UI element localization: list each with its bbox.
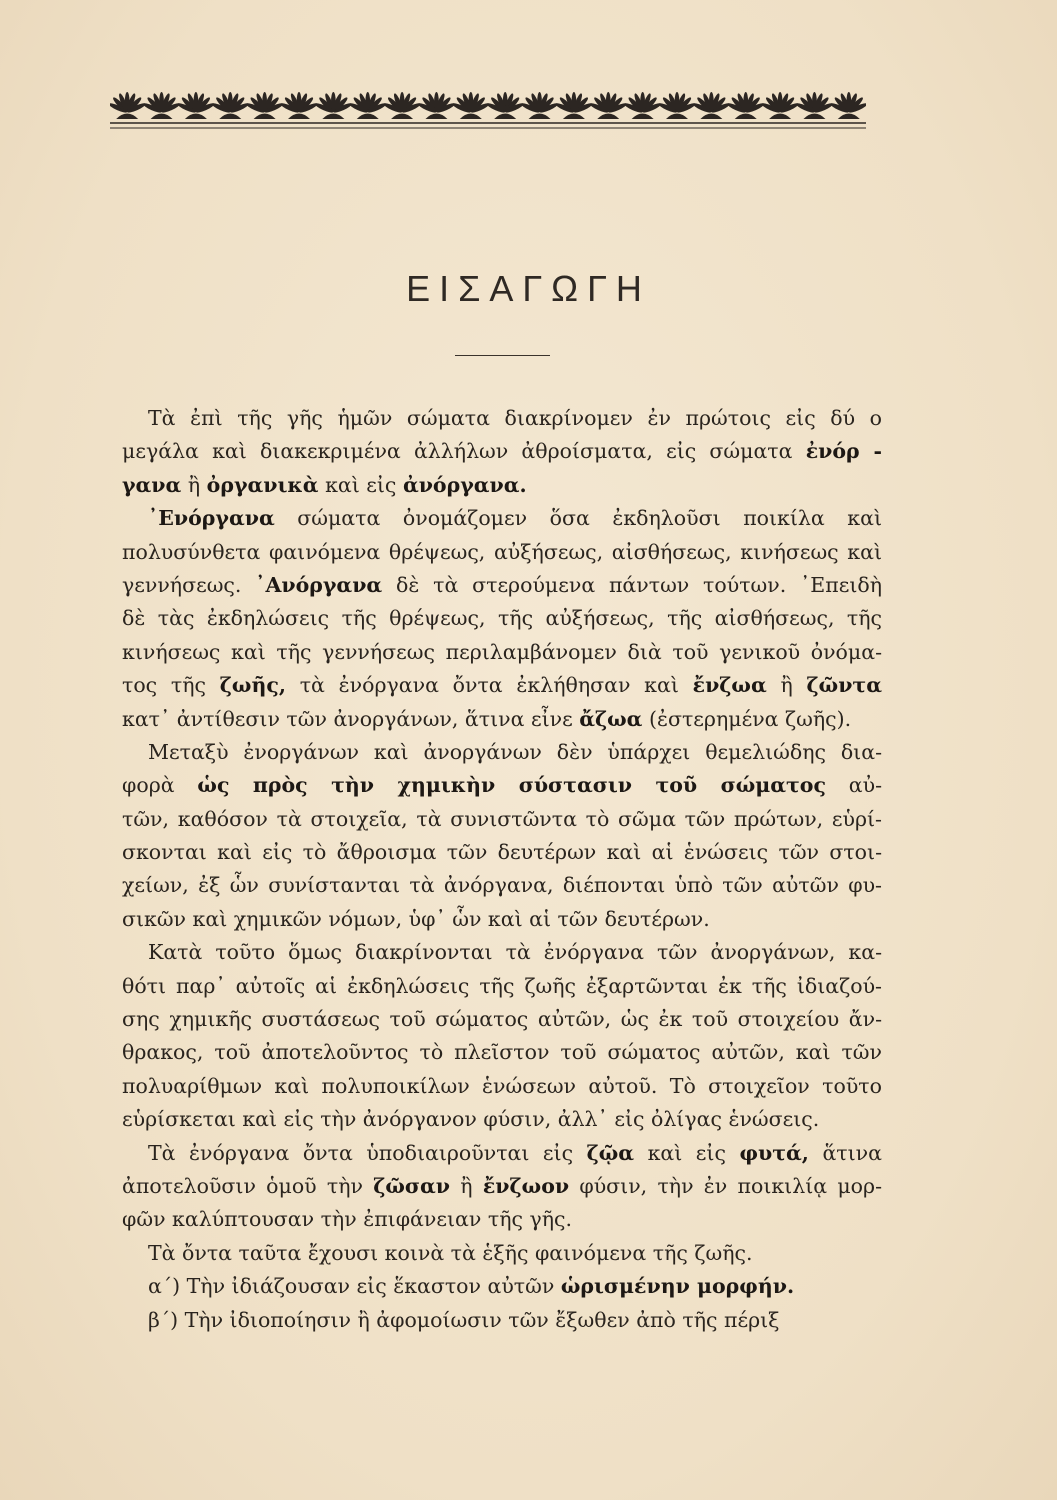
text-run: αὐ- <box>825 773 883 798</box>
palmette-icon <box>142 92 180 119</box>
text-run: κινήσεως καὶ τῆς γεννήσεως περιλαμβάνομεν διὰ τοῦ γενικοῦ ὀνόμα- <box>122 639 882 664</box>
text-line <box>122 970 882 1003</box>
text-line <box>122 1237 882 1270</box>
text-run: (ἐστερημένα ζωῆς). <box>642 706 852 731</box>
bold-term: ζῶσαν <box>373 1173 451 1198</box>
text-line <box>122 569 882 602</box>
text-run: κατ᾿ ἀντίθεσιν τῶν ἀνοργάνων, ἅτινα εἶνε <box>122 706 580 731</box>
title-divider <box>455 355 550 356</box>
palmette-icon <box>245 92 283 119</box>
palmette-icon <box>761 92 799 119</box>
text-run: ἅτινα <box>808 1140 882 1165</box>
text-run: φορὰ <box>122 773 198 798</box>
palmette-icon <box>383 92 421 119</box>
text-line <box>122 803 882 836</box>
text-line <box>122 435 882 468</box>
text-line <box>122 636 882 669</box>
text-line <box>122 736 882 769</box>
text-run: Τὰ ἐνόργανα ὄντα ὑποδιαιροῦνται εἰς <box>148 1140 587 1165</box>
text-run: φῶν καλύπτουσαν τὴν ἐπιφάνειαν τῆς γῆς. <box>122 1207 572 1232</box>
paragraph <box>122 1304 882 1337</box>
text-line <box>122 1270 882 1303</box>
text-run: καὶ εἰς <box>318 472 403 497</box>
paragraph <box>122 502 882 736</box>
palmette-icon <box>623 92 661 119</box>
text-run: ἢ <box>181 472 207 497</box>
paragraph <box>122 736 882 936</box>
palmette-row <box>110 92 866 119</box>
text-line <box>122 1103 882 1136</box>
bold-term: ἄζωα <box>579 706 643 731</box>
text-line <box>122 1170 882 1203</box>
text-run: Τὰ ὄντα ταῦτα ἔχουσι κοινὰ τὰ ἑξῆς φαινόμενα τῆς ζωῆς. <box>148 1240 753 1265</box>
text-line <box>122 502 882 535</box>
text-run: πολυαρίθμων καὶ πολυποικίλων ἑνώσεων αὐτοῦ. Τὸ στοιχεῖον τοῦτο <box>122 1073 882 1098</box>
bold-term: ζῶντα <box>806 673 882 698</box>
text-line <box>122 1070 882 1103</box>
text-line <box>122 602 882 635</box>
text-line <box>122 903 882 936</box>
text-run: Τὰ ἐπὶ τῆς γῆς ἡμῶν σώματα διακρίνομεν ἐν πρώτοις εἰς δύ ο <box>148 406 882 430</box>
text-run: ἢ <box>766 673 807 698</box>
text-run: Κατὰ τοῦτο ὅμως διακρίνονται τὰ ἐνόργανα τῶν ἀνοργάνων, κα- <box>148 940 882 965</box>
palmette-icon <box>110 92 146 119</box>
text-run: σικῶν καὶ χημικῶν νόμων, ὑφ᾿ ὧν καὶ αἱ τῶν δευτέρων. <box>122 906 710 931</box>
text-line <box>122 936 882 969</box>
bold-term: ὀργανικὰ <box>206 472 319 497</box>
text-run: εὑρίσκεται καὶ εἰς τὴν ἀνόργανον φύσιν, ἀλλ᾿ εἰς ὀλίγας ἑνώσεις. <box>122 1107 820 1132</box>
bold-term: φυτά, <box>739 1140 809 1165</box>
text-run: καὶ εἰς <box>634 1140 740 1165</box>
text-line <box>122 1304 882 1337</box>
text-run: γεννήσεως. <box>122 572 256 597</box>
text-line <box>122 536 882 569</box>
text-line <box>122 769 882 802</box>
bold-term: ζωῆς, <box>219 673 286 698</box>
text-run: θρακος, τοῦ ἀποτελοῦντος τὸ πλεῖστον τοῦ σώματος αὐτῶν, καὶ τῶν <box>122 1040 882 1065</box>
text-line <box>122 1137 882 1170</box>
text-line <box>122 1036 882 1069</box>
text-run: α΄) Τὴν ἰδιάζουσαν εἰς ἕκαστον αὐτῶν <box>148 1274 561 1299</box>
palmette-icon <box>314 92 352 119</box>
bold-term: ᾿Ανόργανα <box>255 572 383 597</box>
palmette-icon <box>692 92 730 119</box>
text-run: μεγάλα καὶ διακεκριμένα ἀλλήλων ἀθροίσματα, εἰς σώματα <box>122 439 806 464</box>
paragraph <box>122 1237 882 1270</box>
text-run: β΄) Τὴν ἰδιοποίησιν ἢ ἀφομοίωσιν τῶν ἔξωθεν ἀπὸ τῆς πέριξ <box>148 1307 780 1332</box>
text-run: φύσιν, τὴν ἐν ποικιλίᾳ μορ- <box>569 1173 882 1198</box>
text-run: δὲ τὰ στερούμενα πάντων τούτων. ᾿Επειδὴ <box>382 572 882 597</box>
text-run: τος τῆς <box>122 673 220 698</box>
palmette-icon <box>417 92 455 119</box>
text-run: ἢ <box>450 1173 483 1198</box>
bold-term: γανα <box>122 472 182 497</box>
page-title: ΕΙΣΑΓΩΓΗ <box>406 268 651 309</box>
text-line <box>122 836 882 869</box>
palmette-icon <box>280 92 318 119</box>
bold-term: ὡς πρὸς τὴν χημικὴν σύστασιν τοῦ σώματος <box>197 773 826 798</box>
palmette-icon <box>658 92 696 119</box>
paragraph <box>122 1137 882 1237</box>
palmette-icon <box>726 92 764 119</box>
paragraph <box>122 402 882 502</box>
palmette-icon <box>348 92 386 119</box>
text-run: δὲ τὰς ἐκδηλώσεις τῆς θρέψεως, τῆς αὐξήσεως, τῆς αἰσθήσεως, τῆς <box>122 606 882 631</box>
palmette-icon <box>452 92 490 119</box>
palmette-border-ornament <box>110 88 866 134</box>
bold-term: ἔνζωον <box>482 1173 570 1198</box>
bold-term: ζῷα <box>586 1140 635 1165</box>
palmette-icon <box>486 92 524 119</box>
palmette-icon <box>520 92 558 119</box>
text-line <box>122 1003 882 1036</box>
bold-term: ἀνόργανα. <box>402 472 527 497</box>
text-line <box>122 402 882 435</box>
text-line <box>122 703 882 736</box>
text-run: θότι παρ᾿ αὐτοῖς αἱ ἐκδηλώσεις τῆς ζωῆς ἐξαρτῶνται ἐκ τῆς ἰδιαζού- <box>122 973 882 998</box>
text-run: χείων, ἐξ ὧν συνίστανται τὰ ἀνόργανα, διέπονται ὑπὸ τῶν αὐτῶν φυ- <box>122 873 882 898</box>
bold-term: ἐνόρ - <box>805 439 883 464</box>
paragraph <box>122 1270 882 1303</box>
palmette-icon <box>555 92 593 119</box>
body-text <box>122 402 882 1337</box>
text-run: τῶν, καθόσον τὰ στοιχεῖα, τὰ συνιστῶντα τὸ σῶμα τῶν πρώτων, εὑρί- <box>122 806 882 831</box>
text-line <box>122 469 882 502</box>
bold-term: ὡρισμένην μορφήν. <box>560 1274 795 1299</box>
text-run: Μεταξὺ ἐνοργάνων καὶ ἀνοργάνων δὲν ὑπάρχει θεμελιώδης δια- <box>148 739 882 764</box>
palmette-icon <box>211 92 249 119</box>
text-line <box>122 669 882 702</box>
text-line <box>122 869 882 902</box>
bold-term: ἔνζωα <box>692 673 767 698</box>
palmette-icon <box>177 92 215 119</box>
bold-term: ᾿Ενόργανα <box>148 506 275 531</box>
text-run: σκονται καὶ εἰς τὸ ἄθροισμα τῶν δευτέρων καὶ αἱ ἑνώσεις τῶν στοι- <box>122 840 882 865</box>
text-run: τὰ ἐνόργανα ὄντα ἐκλήθησαν καὶ <box>285 673 693 698</box>
palmette-icon <box>795 92 833 119</box>
text-run: σης χημικῆς συστάσεως τοῦ σώματος αὐτῶν, ὡς ἐκ τοῦ στοιχείου ἄν- <box>122 1007 882 1032</box>
text-run: σώματα ὀνομάζομεν ὅσα ἐκδηλοῦσι ποικίλα καὶ <box>274 506 882 531</box>
text-run: ἀποτελοῦσιν ὁμοῦ τὴν <box>122 1173 374 1198</box>
text-run: πολυσύνθετα φαινόμενα θρέψεως, αὐξήσεως, αἰσθήσεως, κινήσεως καὶ <box>122 539 882 564</box>
paragraph <box>122 936 882 1136</box>
text-line <box>122 1203 882 1236</box>
palmette-icon <box>830 92 866 119</box>
palmette-icon <box>589 92 627 119</box>
